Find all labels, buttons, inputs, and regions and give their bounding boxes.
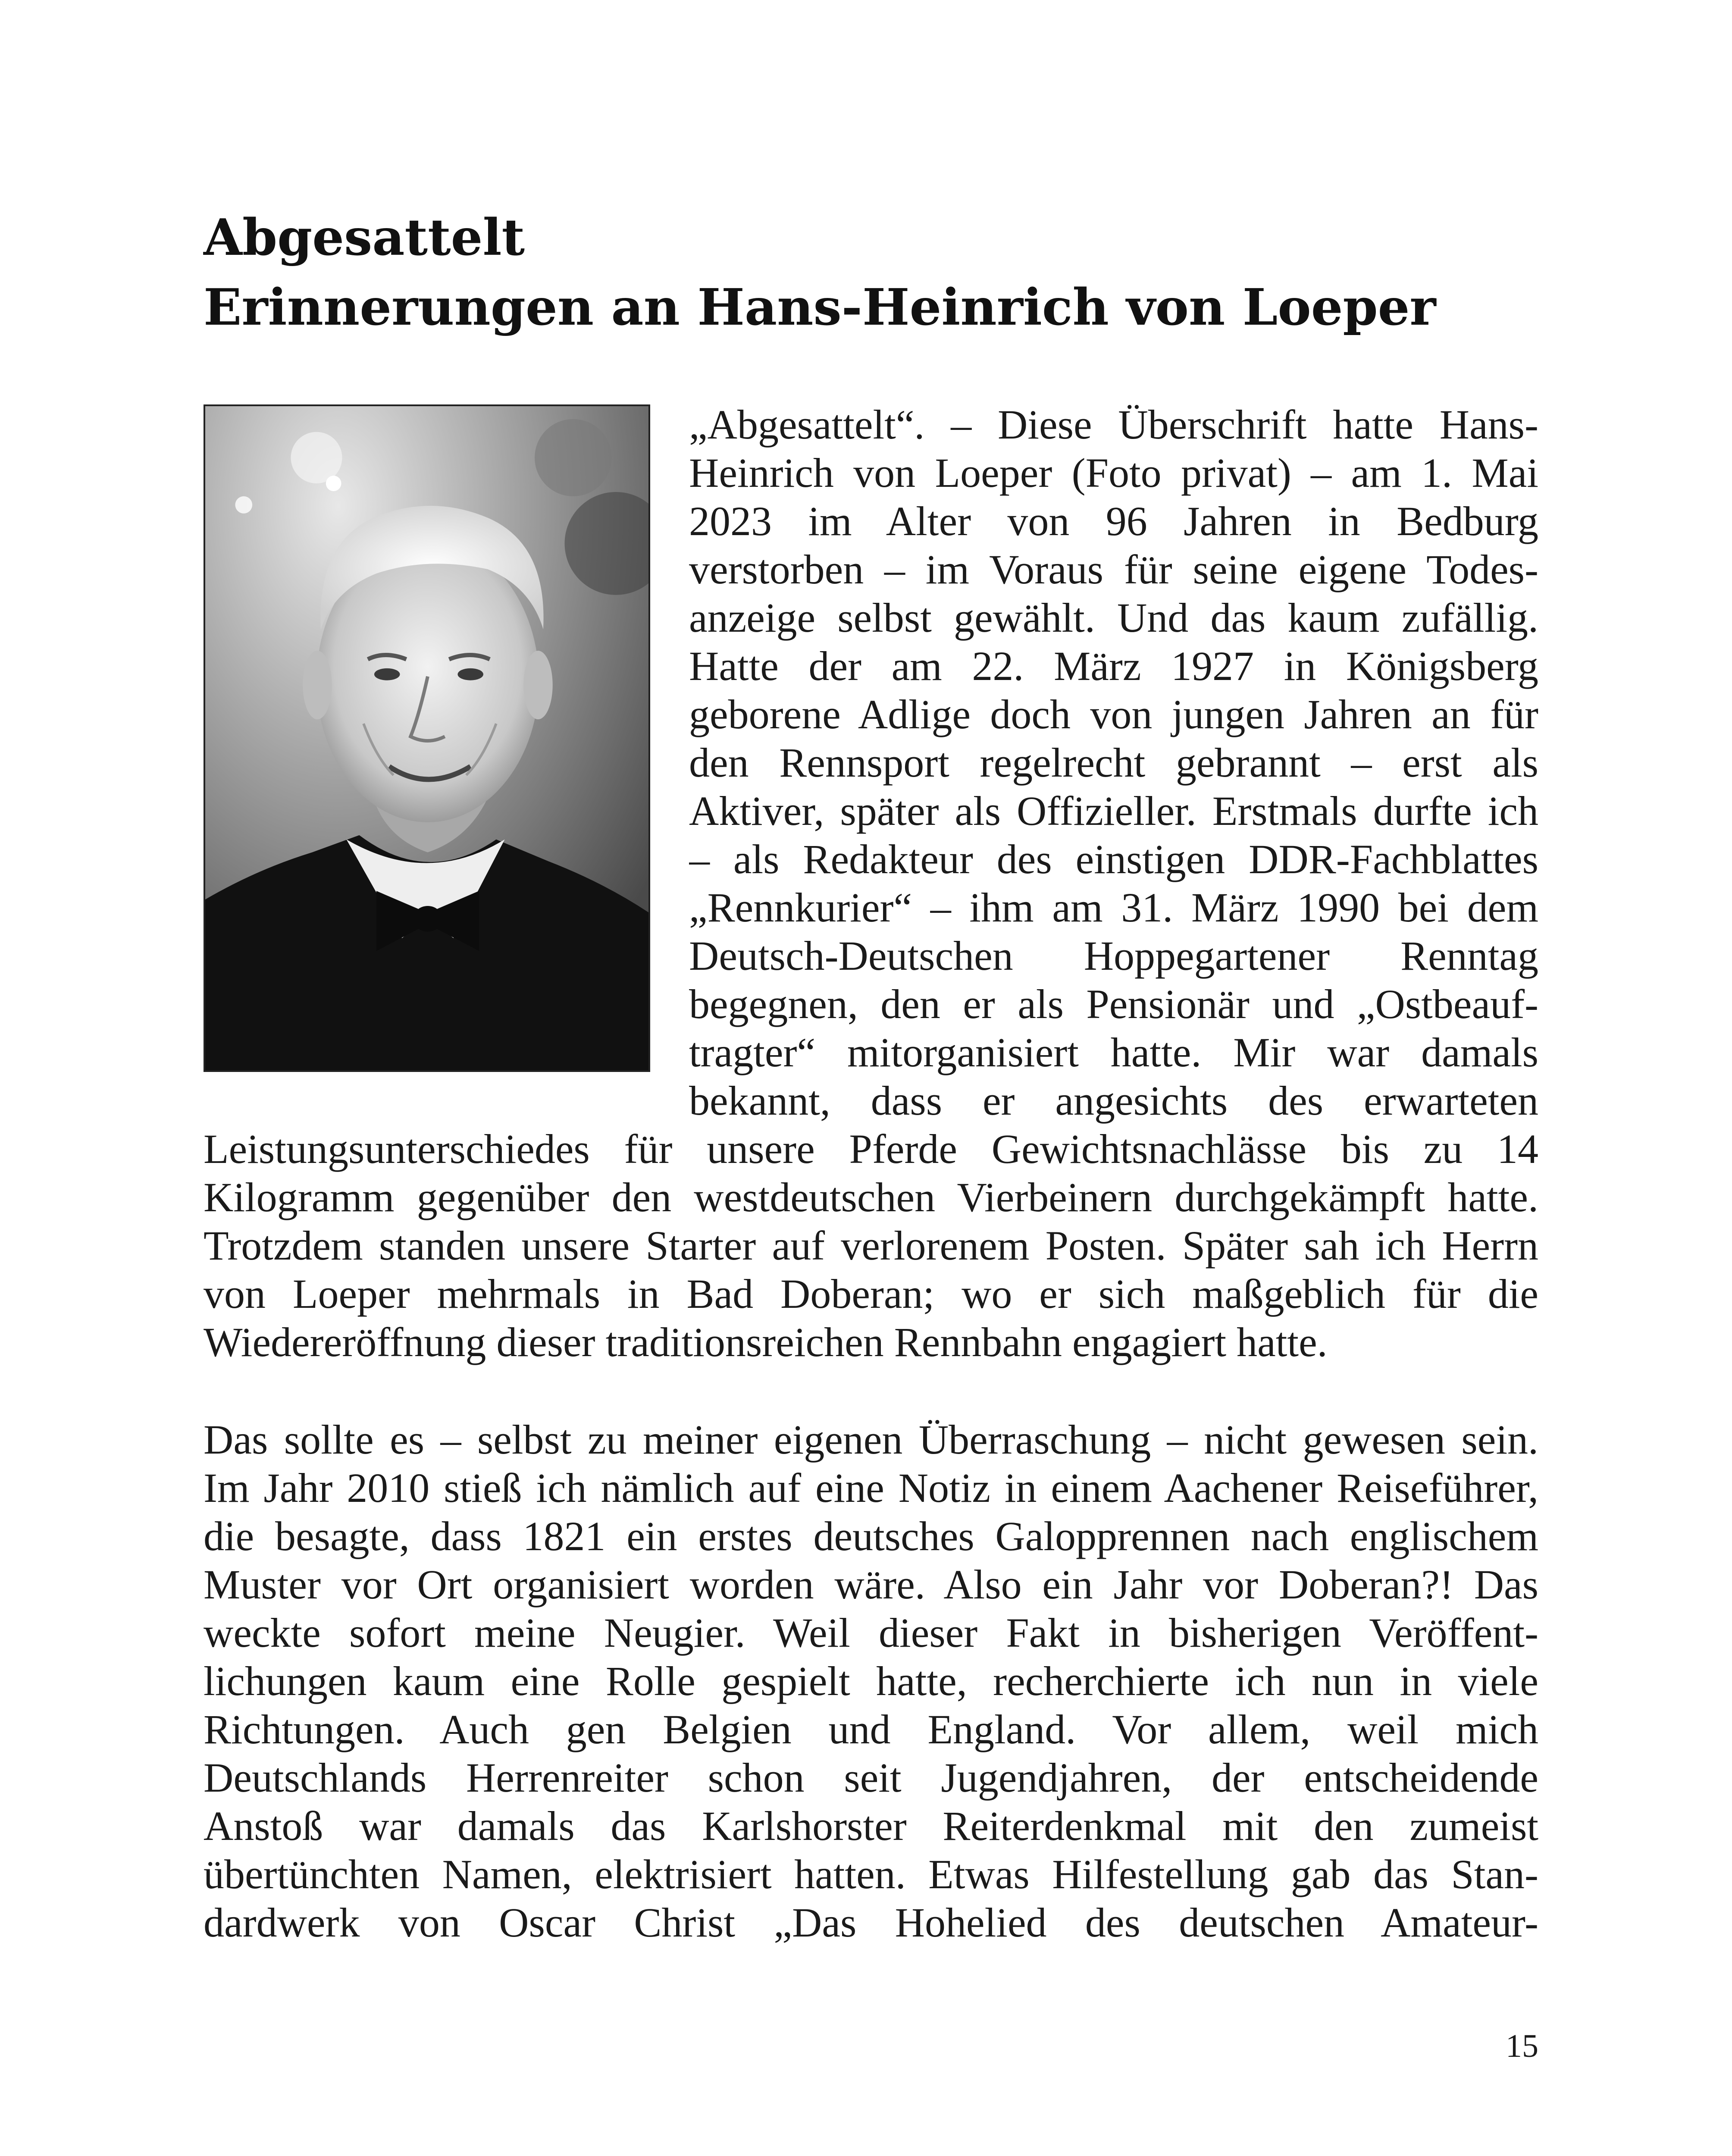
paragraph2-line: lichungen kaum eine Rolle gespielt hatte, recherchierte ich nun in viele: [204, 1658, 1538, 1704]
paragraph1-line: den Rennsport regelrecht gebrannt – erst als: [689, 740, 1538, 786]
paragraph1-line: bekannt, dass er angesichts des erwarteten: [689, 1078, 1538, 1124]
page-number: 15: [1506, 2028, 1538, 2064]
paragraph1-line: geborene Adlige doch von jungen Jahren an für: [689, 691, 1538, 737]
paragraph1-line: tragter“ mitorganisiert hatte. Mir war damals: [689, 1029, 1538, 1075]
paragraph1-line: „Abgesattelt“. – Diese Überschrift hatte Hans-: [689, 401, 1538, 448]
paragraph2-line: Das sollte es – selbst zu meiner eigenen Überraschung – nicht gewesen sein.: [204, 1416, 1538, 1463]
paragraph1-line: „Rennkurier“ – ihm am 31. März 1990 bei dem: [689, 884, 1538, 931]
paragraph2-line: Anstoß war damals das Karlshorster Reiterdenkmal mit den zumeist: [204, 1803, 1538, 1849]
paragraph2-line: weckte sofort meine Neugier. Weil dieser Fakt in bisherigen Veröffent-: [204, 1610, 1538, 1656]
paragraph2-line: dardwerk von Oscar Christ „Das Hohelied des deutschen Amateur-: [204, 1899, 1538, 1946]
paragraph1-line: – als Redakteur des einstigen DDR-Fachblattes: [689, 836, 1538, 882]
paragraph1-line: Trotzdem standen unsere Starter auf verlorenem Posten. Später sah ich Herrn: [204, 1222, 1538, 1269]
portrait-photo: [204, 404, 650, 1072]
paragraph1-line: Hatte der am 22. März 1927 in Königsberg: [689, 643, 1538, 689]
title-subtitle: Erinnerungen an Hans-Heinrich von Loeper: [204, 278, 1436, 337]
paragraph1-line: Leistungsunterschiedes für unsere Pferde Gewichtsnachlässe bis zu 14: [204, 1126, 1538, 1172]
paragraph1-line: 2023 im Alter von 96 Jahren in Bedburg: [689, 498, 1538, 544]
paragraph1-line: begegnen, den er als Pensionär und „Ostbeauf-: [689, 981, 1538, 1027]
paragraph1-line: Aktiver, später als Offizieller. Erstmals durfte ich: [689, 788, 1538, 834]
paragraph1-line: verstorben – im Voraus für seine eigene Todes-: [689, 546, 1538, 592]
paragraph1-line: Heinrich von Loeper (Foto privat) – am 1. Mai: [689, 450, 1538, 496]
page-title: [204, 203, 1540, 342]
paragraph1-line: Wiedereröffnung dieser traditionsreichen Rennbahn engagiert hatte.: [204, 1319, 1328, 1365]
paragraph1-line: von Loeper mehrmals in Bad Doberan; wo er sich maßgeblich für die: [204, 1271, 1538, 1317]
paragraph1-line: Kilogramm gegenüber den westdeutschen Vierbeinern durchgekämpft hatte.: [204, 1174, 1538, 1220]
paragraph2-line: die besagte, dass 1821 ein erstes deutsches Galopprennen nach englischem: [204, 1513, 1538, 1559]
paragraph2-line: Im Jahr 2010 stieß ich nämlich auf eine Notiz in einem Aachener Reiseführer,: [204, 1465, 1538, 1511]
portrait-illustration: [205, 406, 648, 1070]
paragraph2-line: Muster vor Ort organisiert worden wäre. Also ein Jahr vor Doberan?! Das: [204, 1561, 1538, 1608]
title-main: Abgesattelt: [204, 208, 525, 267]
paragraph1-line: anzeige selbst gewählt. Und das kaum zufällig.: [689, 595, 1538, 641]
paragraph2-line: Deutschlands Herrenreiter schon seit Jugendjahren, der entscheidende: [204, 1755, 1538, 1801]
paragraph2-line: übertünchten Namen, elektrisiert hatten. Etwas Hilfestellung gab das Stan-: [204, 1851, 1538, 1897]
paragraph1-line: Deutsch-Deutschen Hoppegartener Renntag: [689, 933, 1538, 979]
paragraph2-line: Richtungen. Auch gen Belgien und England. Vor allem, weil mich: [204, 1706, 1538, 1752]
